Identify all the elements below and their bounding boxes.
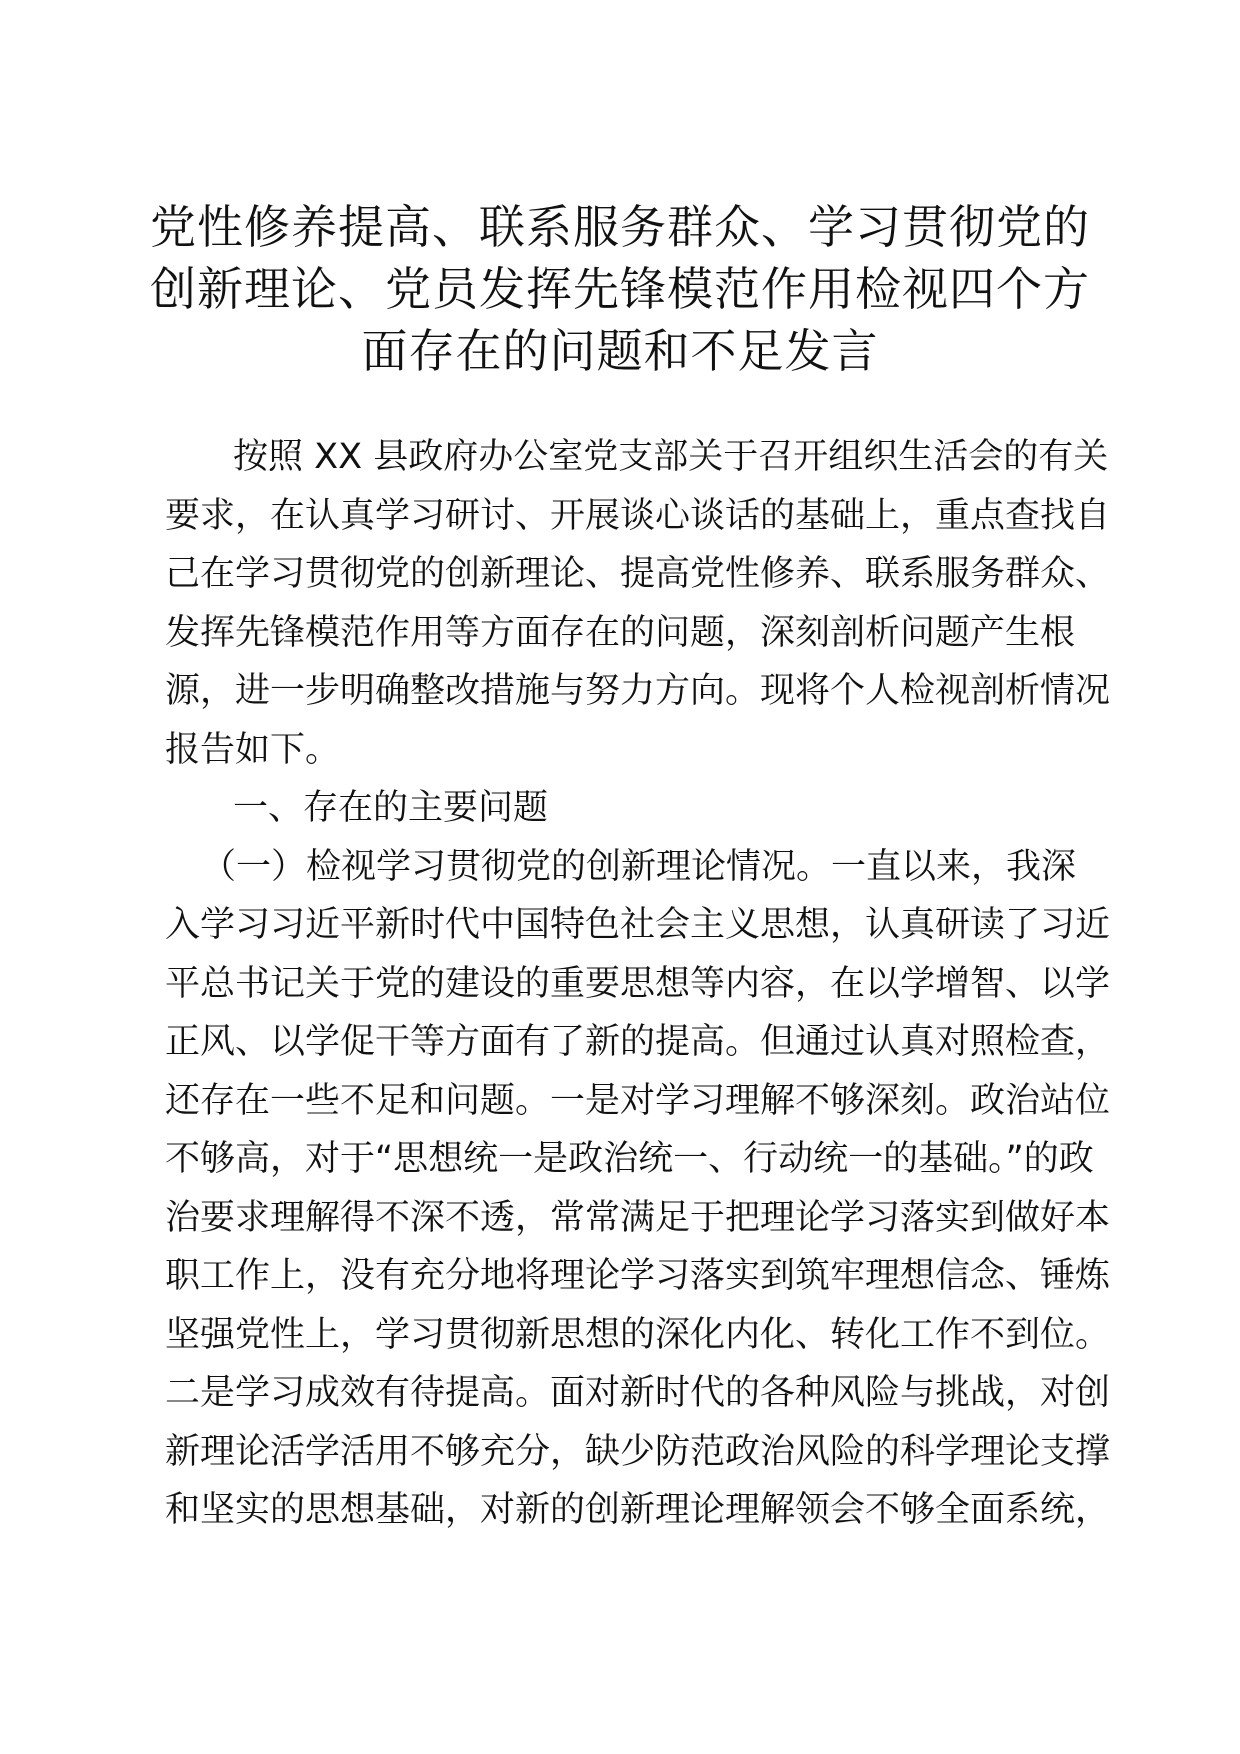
- subsection-line: 入学习习近平新时代中国特色社会主义思想，认真研读了习近: [165, 905, 1111, 945]
- subsection-line: 坚强党性上，学习贯彻新思想的深化内化、转化工作不到位。: [165, 1314, 1111, 1355]
- title-line: 党性修养提高、联系服务群众、学习贯彻党的: [150, 200, 1090, 254]
- section-heading: 一、存在的主要问题: [233, 788, 549, 828]
- subsection-line: 职工作上，没有充分地将理论学习落实到筑牢理想信念、锤炼: [165, 1256, 1111, 1296]
- subsection-line: 不够高，对于“思想统一是政治统一、行动统一的基础。”的政: [165, 1139, 1094, 1179]
- intro-line: 己在学习贯彻党的创新理论、提高党性修养、联系服务群众、: [165, 554, 1111, 594]
- subsection-line: 还存在一些不足和问题。一是对学习理解不够深刻。政治站位: [165, 1080, 1111, 1121]
- intro-line: 发挥先锋模范作用等方面存在的问题，深刻剖析问题产生根: [165, 612, 1076, 653]
- subsection-line: 正风、以学促干等方面有了新的提高。但通过认真对照检查，: [165, 1022, 1111, 1062]
- subsection-line: （一）检视学习贯彻党的创新理论情况。一直以来，我深: [201, 846, 1077, 887]
- intro-line: 报告如下。: [165, 729, 341, 770]
- subsection-line: 和坚实的思想基础，对新的创新理论理解领会不够全面系统，: [165, 1490, 1111, 1530]
- document-body: [165, 428, 1111, 1540]
- intro-line: 要求，在认真学习研讨、开展谈心谈话的基础上，重点查找自: [165, 495, 1111, 536]
- subsection-line: 平总书记关于党的建设的重要思想等内容，在以学增智、以学: [165, 963, 1111, 1004]
- title-line: 面存在的问题和不足发言: [361, 324, 879, 378]
- title-line: 创新理论、党员发挥先锋模范作用检视四个方: [150, 262, 1090, 316]
- intro-line: 按照 XX 县政府办公室党支部关于召开组织生活会的有关: [233, 437, 1109, 477]
- subsection-line: 新理论活学活用不够充分，缺少防范政治风险的科学理论支撑: [165, 1431, 1111, 1472]
- subsection-line: 治要求理解得不深不透，常常满足于把理论学习落实到做好本: [165, 1197, 1111, 1238]
- intro-line: 源，进一步明确整改措施与努力方向。现将个人检视剖析情况: [165, 671, 1111, 711]
- document-title: [150, 196, 1090, 382]
- subsection-line: 二是学习成效有待提高。面对新时代的各种风险与挑战，对创: [165, 1373, 1111, 1413]
